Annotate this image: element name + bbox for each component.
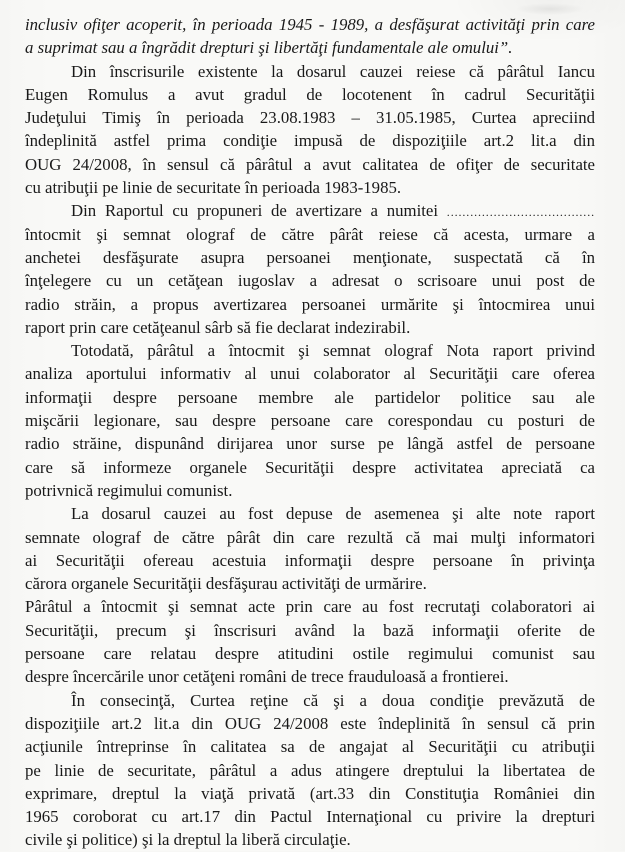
paragraph <box>25 339 595 502</box>
text-line: Securităţii, precum şi înscrisuri având la bază informaţii oferite de <box>25 619 595 642</box>
text-line: informaţii despre persoane membre ale partidelor politice sau ale <box>25 386 595 409</box>
text-line: civile şi politice) şi la dreptul la liberă circulaţie. <box>25 828 595 851</box>
text-line: Eugen Romulus a avut gradul de locotenent în cadrul Securităţii <box>25 83 595 106</box>
text-line: La dosarul cauzei au fost depuse de asemenea şi alte note raport <box>25 502 595 525</box>
text-line: a suprimat sau a îngrădit drepturi şi libertăţi fundamentale ale omului”. <box>25 36 595 59</box>
text-line: despre încercările unor cetăţeni români de trece frauduloasă a frontierei. <box>25 665 595 688</box>
text-line: Din Raportul cu propuneri de avertizare a numitei ...................................... <box>25 199 595 222</box>
text-line: pe linie de securitate, pârâtul a adus atingere dreptului la libertatea de <box>25 759 595 782</box>
text-line: Pârâtul a întocmit şi semnat acte prin care au fost recrutaţi colaboratori ai <box>25 595 595 618</box>
text-line: ai Securităţii ofereau acestuia informaţii despre persoane în privinţa <box>25 549 595 572</box>
text-line: radio străin, a propus avertizarea persoanei urmărite şi întocmirea unui <box>25 293 595 316</box>
text-line: OUG 24/2008, în sensul că pârâtul a avut calitatea de ofiţer de securitate <box>25 153 595 176</box>
paragraph <box>25 595 595 688</box>
paragraph <box>25 689 595 852</box>
redacted-name-dotted-line: ...................................... <box>447 205 595 219</box>
text-line: anchetei desfăşurate asupra persoanei menţionate, suspectată că în <box>25 246 595 269</box>
text-line: radio străine, dispunând dirijarea unor surse pe lângă astfel de persoane <box>25 432 595 455</box>
text-line: raport prin care cetăţeanul sârb să fie declarat indezirabil. <box>25 316 595 339</box>
paragraph <box>25 502 595 595</box>
text-line: mişcării legionare, sau despre persoane care corespondau cu posturi de <box>25 409 595 432</box>
text-line: Din înscrisurile existente la dosarul cauzei reiese că pârâtul Iancu <box>25 60 595 83</box>
text-line: persoane care relatau despre atitudini ostile regimului comunist sau <box>25 642 595 665</box>
text-line: înţelegere cu un cetăţean iugoslav a adresat o scrisoare unui post de <box>25 269 595 292</box>
text-line: inclusiv ofiţer acoperit, în perioada 1945 - 1989, a desfăşurat activităţi prin care <box>25 13 595 36</box>
text-line: întocmit şi semnat olograf de către pârât reiese că acesta, urmare a <box>25 223 595 246</box>
text-line: Totodată, pârâtul a întocmit şi semnat olograf Nota raport privind <box>25 339 595 362</box>
text-line: În consecinţă, Curtea reţine că şi a doua condiţie prevăzută de <box>25 689 595 712</box>
text-line: acţiunile întreprinse în calitatea sa de angajat al Securităţii cu atribuţii <box>25 735 595 758</box>
text-line: cu atribuţii pe linie de securitate în perioada 1983-1985. <box>25 176 595 199</box>
text-line: dispoziţiile art.2 lit.a din OUG 24/2008 este îndeplinită în sensul că prin <box>25 712 595 735</box>
text-line: potrivnică regimului comunist. <box>25 479 595 502</box>
text-line: cărora organele Securităţii desfăşurau activităţi de urmărire. <box>25 572 595 595</box>
text-line: Judeţului Timiş în perioada 23.08.1983 – 31.05.1985, Curtea apreciind <box>25 106 595 129</box>
text-line: exprimare, dreptul la viaţă privată (art.33 din Constituţia României din <box>25 782 595 805</box>
text-line: analiza aportului informativ al unui colaborator al Securităţii care oferea <box>25 362 595 385</box>
text-line: 1965 coroborat cu art.17 din Pactul Internaţional cu privire la drepturi <box>25 805 595 828</box>
paragraph <box>25 13 595 60</box>
paragraph <box>25 199 595 339</box>
text-line: îndeplinită astfel prima condiţie impusă de dispoziţiile art.2 lit.a din <box>25 129 595 152</box>
paragraph <box>25 60 595 200</box>
text-line: care să informeze organele Securităţii despre activitatea apreciată ca <box>25 456 595 479</box>
document-body <box>25 13 595 852</box>
text-line: semnate olograf de către pârât din care rezultă că mai mulţi informatori <box>25 526 595 549</box>
